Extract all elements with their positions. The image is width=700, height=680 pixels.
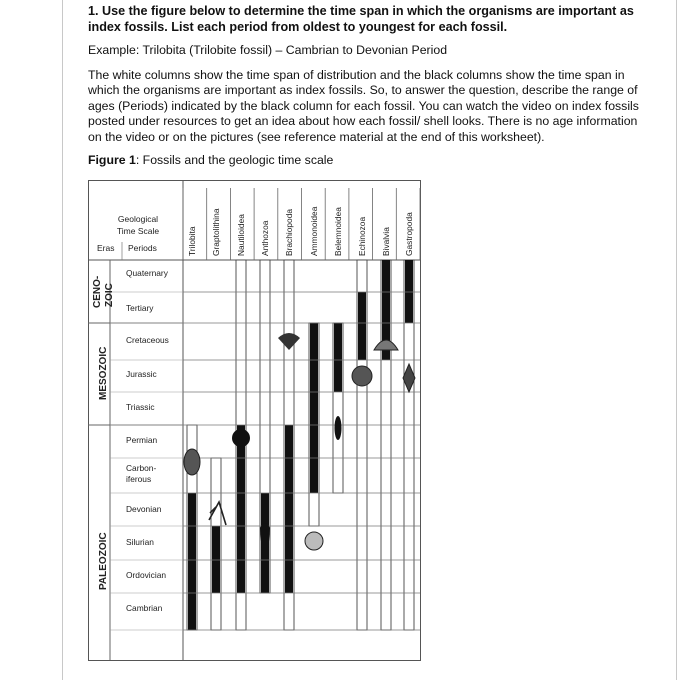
- index-bar-echinozoa: [358, 292, 366, 360]
- era-label-paleozoic: PALEOZOIC: [98, 532, 109, 590]
- period-label-cambrian: Cambrian: [126, 603, 163, 613]
- header-periods: Periods: [128, 243, 157, 253]
- taxon-label-graptolithina: Graptolithina: [211, 208, 221, 256]
- echinoid-fossil-icon: [352, 366, 372, 386]
- taxon-label-gastropoda: Gastropoda: [404, 212, 414, 256]
- trilobite-fossil-icon: [184, 449, 200, 475]
- index-bar-graptolithina: [212, 526, 220, 593]
- page-left-edge: [62, 0, 63, 680]
- period-label-carbon: Carbon-: [126, 463, 157, 473]
- column-ammonoidea: [309, 323, 319, 526]
- period-label-tertiary: Tertiary: [126, 303, 154, 313]
- figure-caption-text: : Fossils and the geologic time scale: [135, 153, 334, 167]
- header-eras: Eras: [97, 243, 115, 253]
- period-label-quaternary: Quaternary: [126, 268, 168, 278]
- nautiloid-fossil-icon: [232, 429, 250, 447]
- example-text: Example: Trilobita (Trilobite fossil) – Cambrian to Devonian Period: [88, 43, 448, 57]
- taxon-label-trilobita: Trilobita: [187, 226, 197, 256]
- taxon-label-bivalvia: Bivalvia: [381, 227, 391, 256]
- column-bivalvia: [381, 260, 391, 630]
- period-label-jurassic: Jurassic: [126, 369, 157, 379]
- period-label-cretaceous: Cretaceous: [126, 335, 169, 345]
- column-brachiopoda: [284, 260, 294, 630]
- header-geological: Geological: [117, 214, 159, 224]
- column-gastropoda: [404, 260, 414, 630]
- period-label-ordovician: Ordovician: [126, 570, 167, 580]
- column-graptolithina: [211, 458, 221, 630]
- era-label-ceno: CENO-: [92, 275, 103, 308]
- geologic-time-scale-figure: [88, 180, 438, 665]
- column-echinozoa: [357, 260, 367, 630]
- figure-caption: [88, 153, 333, 168]
- page-right-edge: [676, 0, 677, 680]
- figure-caption-number: Figure 1: [88, 153, 136, 167]
- period-label-iferous: iferous: [126, 474, 152, 484]
- taxon-label-belemnoidea: Belemnoidea: [333, 207, 343, 256]
- question-title: 1. Use the figure below to determine the time span in which the organisms are important as index fossils. List each period from oldest to youngest for each fossil.: [88, 4, 634, 34]
- taxon-label-nautiloidea: Nautiloidea: [236, 214, 246, 256]
- taxon-label-anthozoa: Anthozoa: [260, 220, 270, 256]
- index-bar-brachiopoda: [285, 425, 293, 593]
- taxon-columns: [187, 260, 414, 630]
- taxon-label-brachiopoda: Brachiopoda: [284, 208, 294, 256]
- header-time-scale: Time Scale: [116, 226, 160, 236]
- index-bar-trilobita: [188, 493, 196, 630]
- index-bar-gastropoda: [405, 260, 413, 323]
- brachiopod-fossil-icon: [278, 333, 300, 350]
- belemnite-fossil-icon: [335, 416, 342, 440]
- ammonite-fossil-icon: [305, 532, 323, 550]
- index-bar-belemnoidea: [334, 323, 342, 392]
- era-label-zoic: ZOIC: [104, 283, 115, 307]
- instructions-paragraph: The white columns show the time span of distribution and the black columns show the time span in which the organisms are important as index fossils. So, to answer the question, describe the range of ages (Periods) indicated by the black column for each fossil. You can watch the video on index fossils posted under resources to get an idea about how each fossil/ shell looks. There is no age information on the video or on the pictures (see reference material at the end of this worksheet).: [88, 68, 639, 144]
- era-label-mesozoic: MESOZOIC: [98, 346, 109, 400]
- index-bar-ammonoidea: [310, 323, 318, 493]
- period-label-silurian: Silurian: [126, 537, 154, 547]
- bivalve-fossil-icon: [374, 340, 398, 350]
- period-label-permian: Permian: [126, 435, 158, 445]
- taxon-label-ammonoidea: Ammonoidea: [309, 206, 319, 256]
- column-belemnoidea: [333, 323, 343, 493]
- period-label-triassic: Triassic: [126, 402, 155, 412]
- taxon-label-echinozoa: Echinozoa: [357, 216, 367, 256]
- index-bar-nautiloidea: [237, 425, 245, 593]
- period-label-devonian: Devonian: [126, 504, 162, 514]
